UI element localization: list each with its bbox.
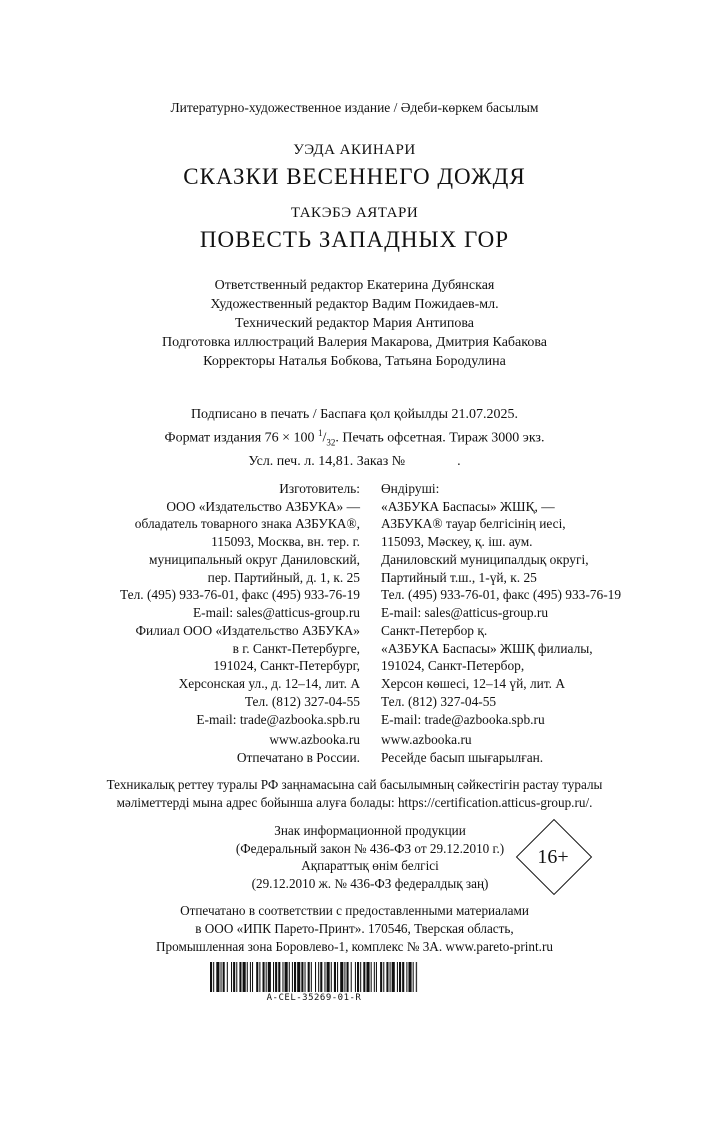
edition-type: Литературно-художественное издание / Әдеби-көркем басылым — [170, 100, 539, 115]
print-info — [0, 405, 709, 471]
barcode-bar — [311, 962, 312, 992]
barcode-bar — [292, 962, 293, 992]
barcode-bar — [250, 962, 251, 992]
barcode-bar — [337, 962, 338, 992]
barcode-bar — [256, 962, 258, 992]
barcode-bar — [282, 962, 283, 992]
print-signed: Подписано в печать / Баспаға қол қойылды 21.07.2025. — [190, 407, 519, 422]
barcode-bar — [231, 962, 232, 992]
barcode-bar — [376, 962, 377, 992]
barcode-bar — [402, 962, 404, 992]
barcode-bar — [357, 962, 359, 992]
author-2: ТАКЭБЭ АЯТАРИ — [290, 205, 419, 221]
barcode-bar — [305, 962, 306, 992]
barcode-bar — [344, 962, 345, 992]
barcode-bar — [239, 962, 241, 992]
print-sheets: Усл. печ. л. 14,81. Заказ № . — [248, 454, 461, 470]
barcode-bar — [252, 962, 253, 992]
barcode-bar — [380, 962, 382, 992]
barcode-bar — [347, 962, 349, 992]
barcode-bar — [315, 962, 316, 992]
barcode-bar — [221, 962, 222, 992]
branch-ru: Филиал ООО «Издательство АЗБУКА» в г. Санкт-Петербурге, 191024, Санкт-Петербург, Херсонская ул., д. 12–14, лит. А Тел. (812) 327-04-55 E-mail: trade@azbooka.spb.ru — [135, 623, 360, 727]
barcode-bar — [363, 962, 365, 992]
print-format: Формат издания 76 × 100 $^1/_{32}$. Печать офсетная. Тираж 3000 экз. — [164, 428, 545, 448]
barcode-bar — [334, 962, 336, 992]
barcode-bar — [324, 962, 325, 992]
barcode-bar — [223, 962, 225, 992]
barcode-bar — [294, 962, 296, 992]
barcode-bar — [331, 962, 332, 992]
barcode-bar — [301, 962, 303, 992]
barcode-bar — [247, 962, 248, 992]
barcode-code: A-CEL-35269-01-R — [266, 993, 362, 1003]
credit-illustrations: Подготовка иллюстраций Валерия Макарова, Дмитрия Кабакова — [162, 335, 547, 350]
manufacturer-ru: Изготовитель: ООО «Издательство АЗБУКА» — обладатель товарного знака АЗБУКА®, 115093, Москва, вн. тер. г. муниципальный округ Даниловский, пер. Партийный, д. 1, к. 25 Тел. (495) 933-76-01, факс (495) 933-76-19 E-mail: sales@atticus-group.ru — [119, 481, 360, 620]
barcode-bar — [397, 962, 398, 992]
info-sign-text: Знак информационной продукции (Федеральный закон № 436-ФЗ от 29.12.2010 г.) Ақпараттық өнім белгісі (29.12.2010 ж. № 436-ФЗ федералдық заң) — [235, 823, 505, 891]
barcode-bar — [297, 962, 300, 992]
barcode-image — [210, 962, 418, 992]
barcode-bar — [406, 962, 407, 992]
barcode-bar — [216, 962, 219, 992]
barcode-bar — [236, 962, 237, 992]
barcode-bar — [308, 962, 310, 992]
barcode-bar — [210, 962, 212, 992]
credit-art-editor: Художественный редактор Вадим Пожидаев-мл. — [210, 297, 499, 312]
barcode-bar — [289, 962, 290, 992]
printer-info: Отпечатано в соответствии с предоставленными материалами в ООО «ИПК Парето-Принт». 170546, Тверская область, Промышленная зона Боровлево-1, комплекс № 3А. www.pareto-print.ru — [156, 903, 553, 954]
barcode-bar — [366, 962, 369, 992]
author-1: УЭДА АКИНАРИ — [293, 142, 416, 158]
credit-tech-editor: Технический редактор Мария Антипова — [235, 316, 474, 331]
barcode-bar — [399, 962, 401, 992]
barcode-bar — [320, 962, 322, 992]
barcode-bar — [371, 962, 372, 992]
barcode-bar — [416, 962, 417, 992]
web-ru: www.azbooka.ru Отпечатано в России. — [236, 732, 360, 765]
barcode-bar — [318, 962, 319, 992]
barcode-bar — [413, 962, 414, 992]
barcode-bar — [275, 962, 277, 992]
book-title-2: ПОВЕСТЬ ЗАПАДНЫХ ГОР — [199, 227, 510, 252]
barcode-bar — [259, 962, 260, 992]
branch-kz: Санкт-Петербор қ. «АЗБУКА Баспасы» ЖШҚ филиалы, 191024, Санкт-Петербор, Херсон көшесі, 12–14 үй, лит. А Тел. (812) 327-04-55 E-mail: trade@azbooka.spb.ru — [381, 623, 593, 727]
barcode-bar — [351, 962, 352, 992]
barcode-bar — [278, 962, 280, 992]
barcode-bar — [233, 962, 235, 992]
barcode-bar — [327, 962, 330, 992]
barcode-bar — [374, 962, 375, 992]
barcode-bar — [386, 962, 388, 992]
barcode-bar — [383, 962, 384, 992]
barcode-bar — [273, 962, 274, 992]
credits — [0, 276, 709, 371]
manufacturer-kz: Өндіруші: «АЗБУКА Баспасы» ЖШҚ, — АЗБУКА® тауар белгісінің иесі, 115093, Мәскеу, қ. іш. аум. Даниловский муниципалдық округі, Партийный т.ш., 1-үй, к. 25 Тел. (495) 933-76-01, факс (495) 933-76-19 E-mail: sales@atticus-group.ru — [381, 481, 622, 620]
web-kz: www.azbooka.ru Ресейде басып шығарылған. — [381, 732, 544, 765]
barcode-bar — [392, 962, 395, 992]
age-rating: 16+ — [537, 846, 569, 868]
barcode-bar — [360, 962, 361, 992]
barcode-bar — [408, 962, 411, 992]
barcode-bar — [266, 962, 267, 992]
barcode-bar — [285, 962, 288, 992]
barcode-bar — [227, 962, 228, 992]
barcode-bar — [243, 962, 246, 992]
certification-note: Техникалық реттеу туралы РФ заңнамасына сай басылымның сәйкестігін растау туралы мәліметтерді мына адрес бойынша алуға болады: https://certification.atticus-group.ru/. — [106, 777, 603, 810]
barcode-bar — [340, 962, 343, 992]
barcode-bar — [355, 962, 356, 992]
credit-editor: Ответственный редактор Екатерина Дубянская — [214, 278, 495, 293]
barcode-bar — [390, 962, 391, 992]
barcode-bar — [268, 962, 271, 992]
credit-proofreaders: Корректоры Наталья Бобкова, Татьяна Бородулина — [203, 354, 506, 369]
book-title-1: СКАЗКИ ВЕСЕННЕГО ДОЖДЯ — [183, 164, 526, 189]
barcode-bar — [213, 962, 214, 992]
barcode-bar — [263, 962, 265, 992]
